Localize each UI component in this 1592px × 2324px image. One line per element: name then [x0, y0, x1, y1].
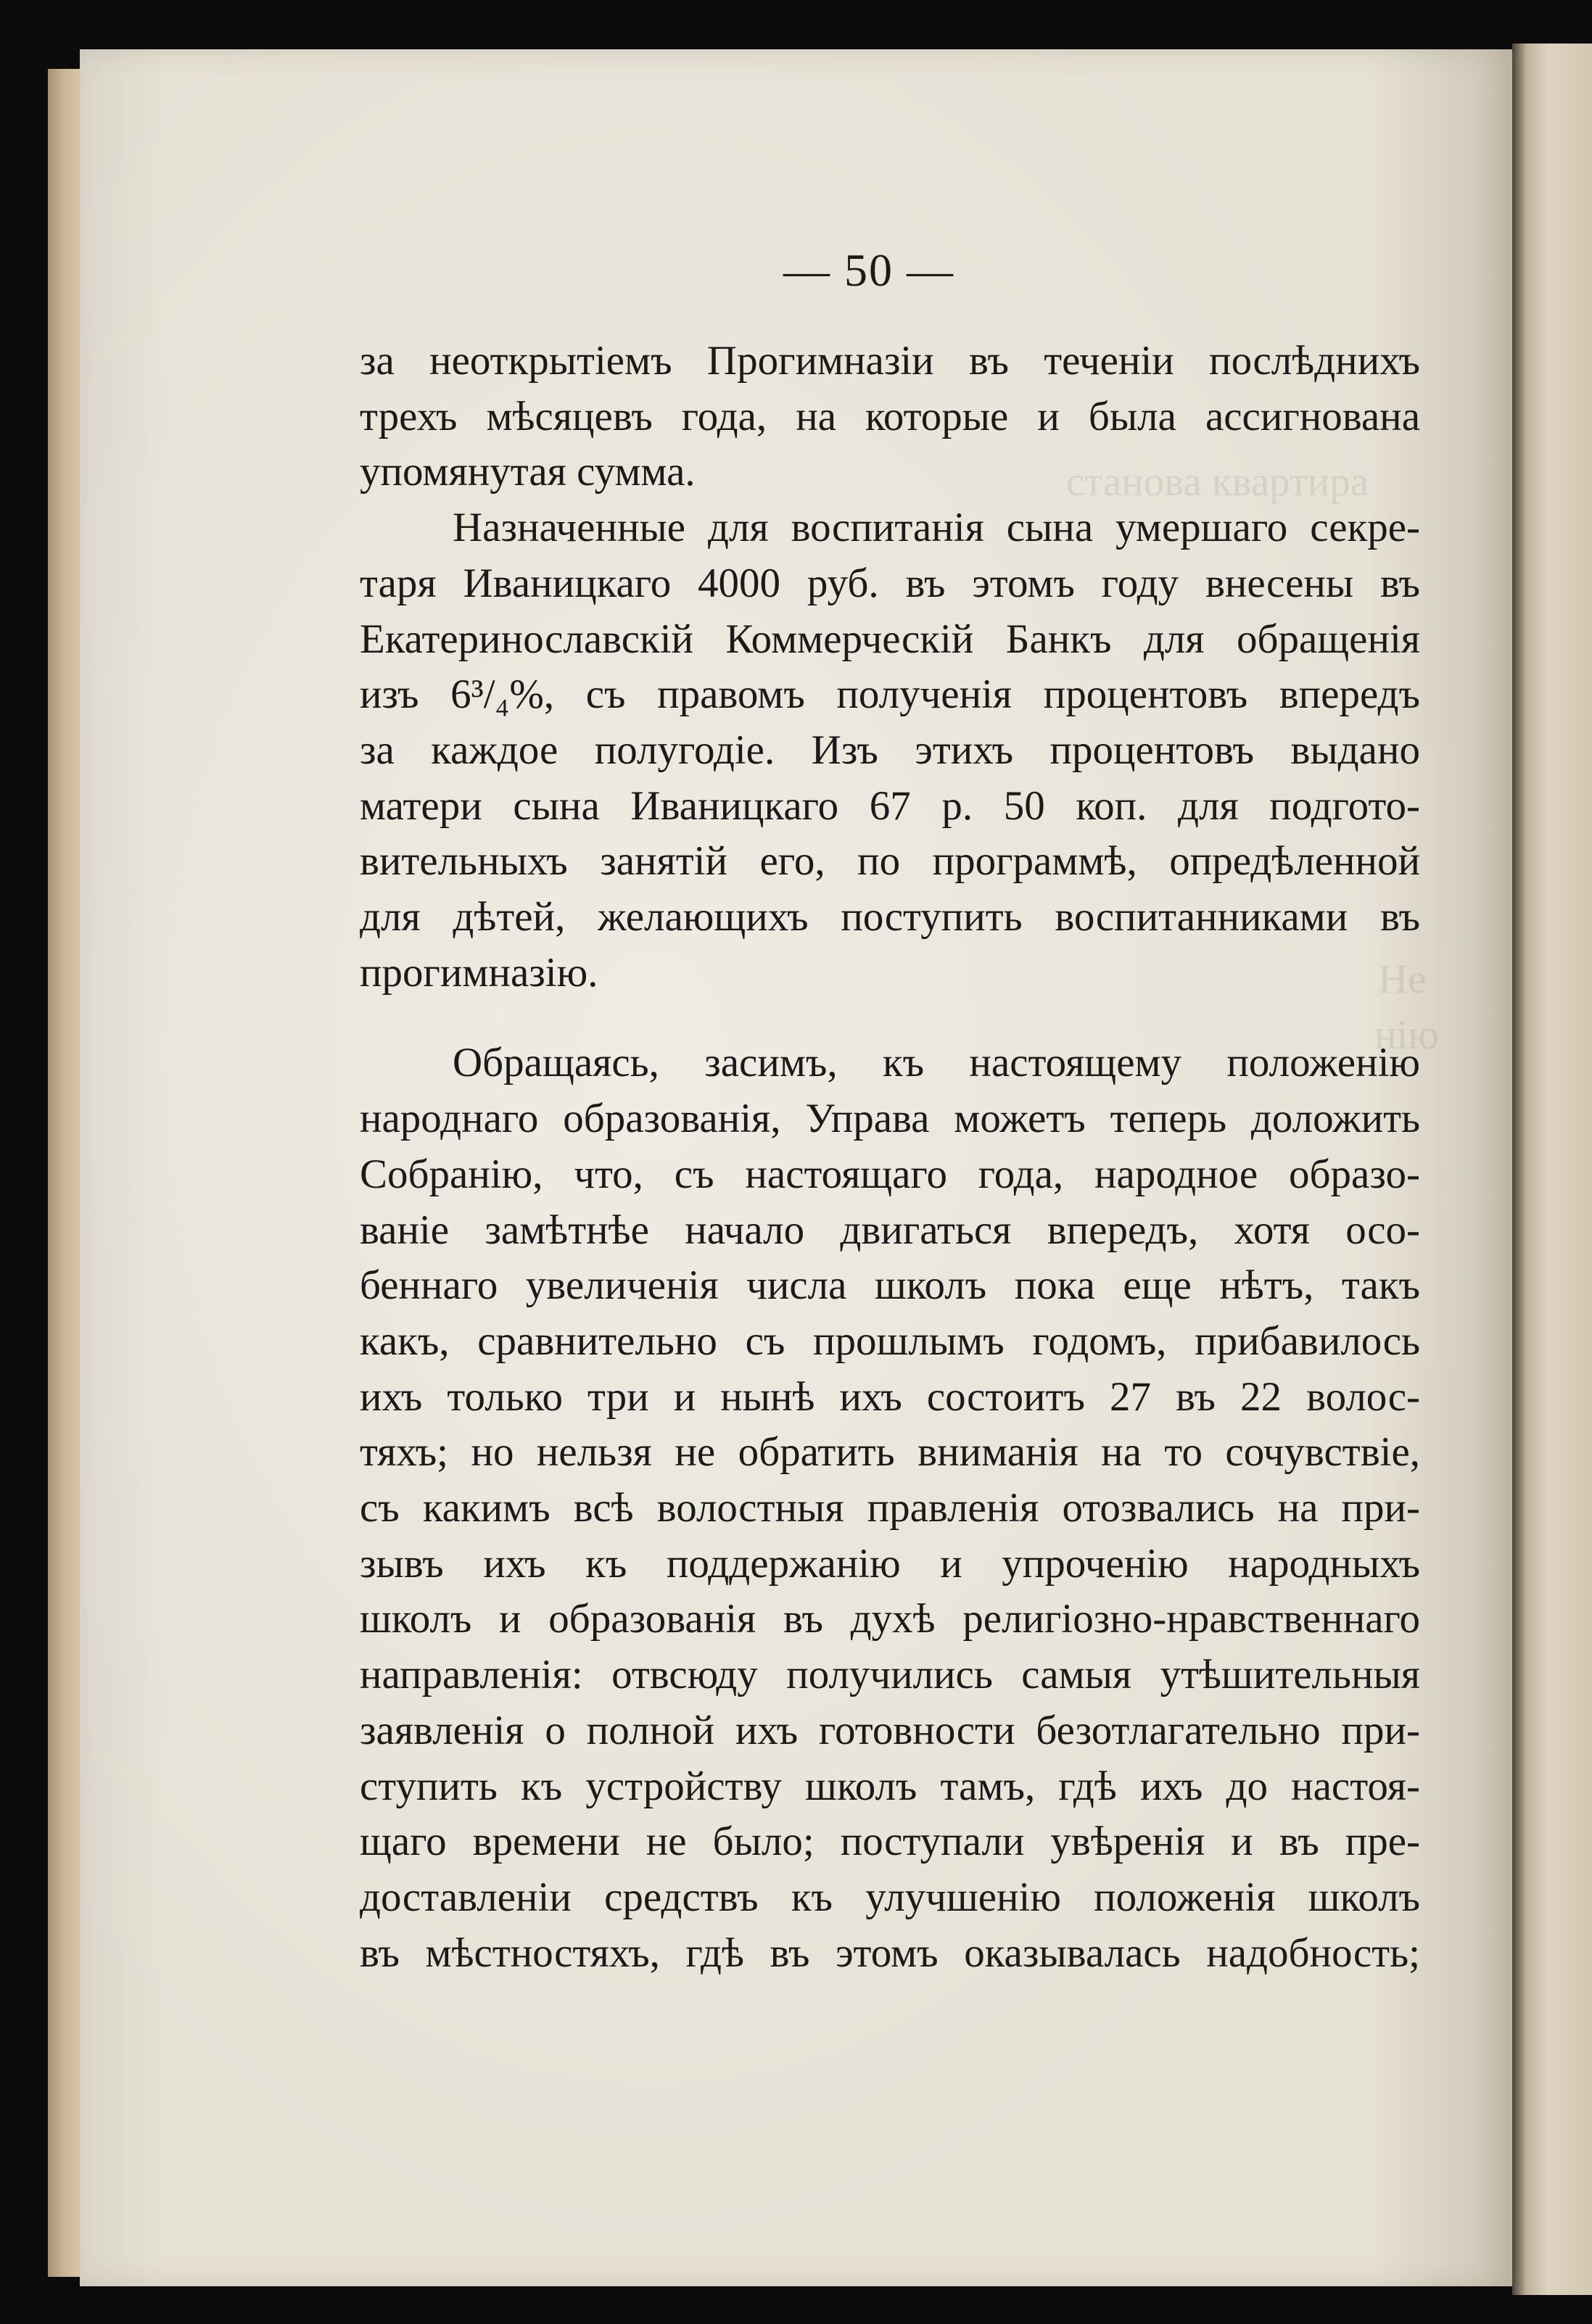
text-line: заявленія о полной ихъ готовности безотлагательно при- [360, 1707, 1420, 1753]
paragraph [360, 500, 1420, 1001]
bleed-through-text: Не [1378, 956, 1427, 1002]
text-line: Собранію, что, съ настоящаго года, народное образо- [360, 1151, 1420, 1197]
bleed-through-text: станова квартира [1066, 459, 1369, 505]
text-line: вительныхъ занятій его, по программѣ, опредѣленной [360, 838, 1420, 885]
text-line: таря Иваницкаго 4000 руб. въ этомъ году внесены въ [360, 560, 1420, 606]
text-line: ваніе замѣтнѣе начало двигаться впередъ, хотя осо- [360, 1207, 1420, 1253]
paragraph [360, 1035, 1420, 1981]
text-line: для дѣтей, желающихъ поступить воспитанниками въ [360, 894, 1420, 940]
text-line: народнаго образованія, Управа можетъ теперь доложить [360, 1096, 1420, 1142]
text-line: ихъ только три и нынѣ ихъ состоитъ 27 въ 22 волос- [360, 1373, 1420, 1420]
text-line: за неоткрытіемъ Прогимназіи въ теченіи послѣднихъ [360, 338, 1420, 384]
text-line: за каждое полугодіе. Изъ этихъ процентовъ выдано [360, 727, 1420, 773]
text-line: трехъ мѣсяцевъ года, на которые и была ассигнована [360, 393, 1420, 439]
text-line: Назначенные для воспитанія сына умершаго секре- [453, 505, 1420, 551]
bleed-through-text: нію [1374, 1012, 1439, 1058]
text-line: съ какимъ всѣ волостныя правленія отозвались на при- [360, 1485, 1420, 1531]
text-line: доставленіи средствъ къ улучшенію положенія школъ [360, 1874, 1420, 1920]
text-line: тяхъ; но нельзя не обратить вниманія на то сочувствіе, [360, 1429, 1420, 1476]
text-line: упомянутая сумма. [360, 449, 696, 495]
text-line: изъ 6³/₄%, съ правомъ полученія процентовъ впередъ [360, 671, 1420, 718]
next-page-edge [1512, 44, 1592, 2295]
text-line: Обращаясь, засимъ, къ настоящему положенію [453, 1040, 1420, 1086]
paragraph [360, 334, 1420, 500]
page-number: — 50 — [783, 244, 954, 296]
text-line: прогимназію. [360, 949, 598, 996]
text-line: Екатеринославскій Коммерческій Банкъ для обращенія [360, 616, 1420, 662]
text-line: щаго времени не было; поступали увѣренія и въ пре- [360, 1819, 1420, 1865]
text-line: школъ и образованія въ духѣ религіозно-нравственнаго [360, 1596, 1420, 1642]
text-line: какъ, сравнительно съ прошлымъ годомъ, прибавилось [360, 1318, 1420, 1364]
text-line: матери сына Иваницкаго 67 р. 50 коп. для подгото- [360, 782, 1420, 829]
body-text [360, 334, 1420, 1981]
text-line: зывъ ихъ къ поддержанію и упроченію народныхъ [360, 1540, 1420, 1587]
text-line: въ мѣстностяхъ, гдѣ въ этомъ оказывалась надобность; [360, 1930, 1420, 1976]
text-line: ступить къ устройству школъ тамъ, гдѣ ихъ до настоя- [360, 1763, 1420, 1809]
text-line: направленія: отвсюду получились самыя утѣшительныя [360, 1652, 1420, 1698]
text-line: беннаго увеличенія числа школъ пока еще нѣтъ, такъ [360, 1262, 1420, 1309]
